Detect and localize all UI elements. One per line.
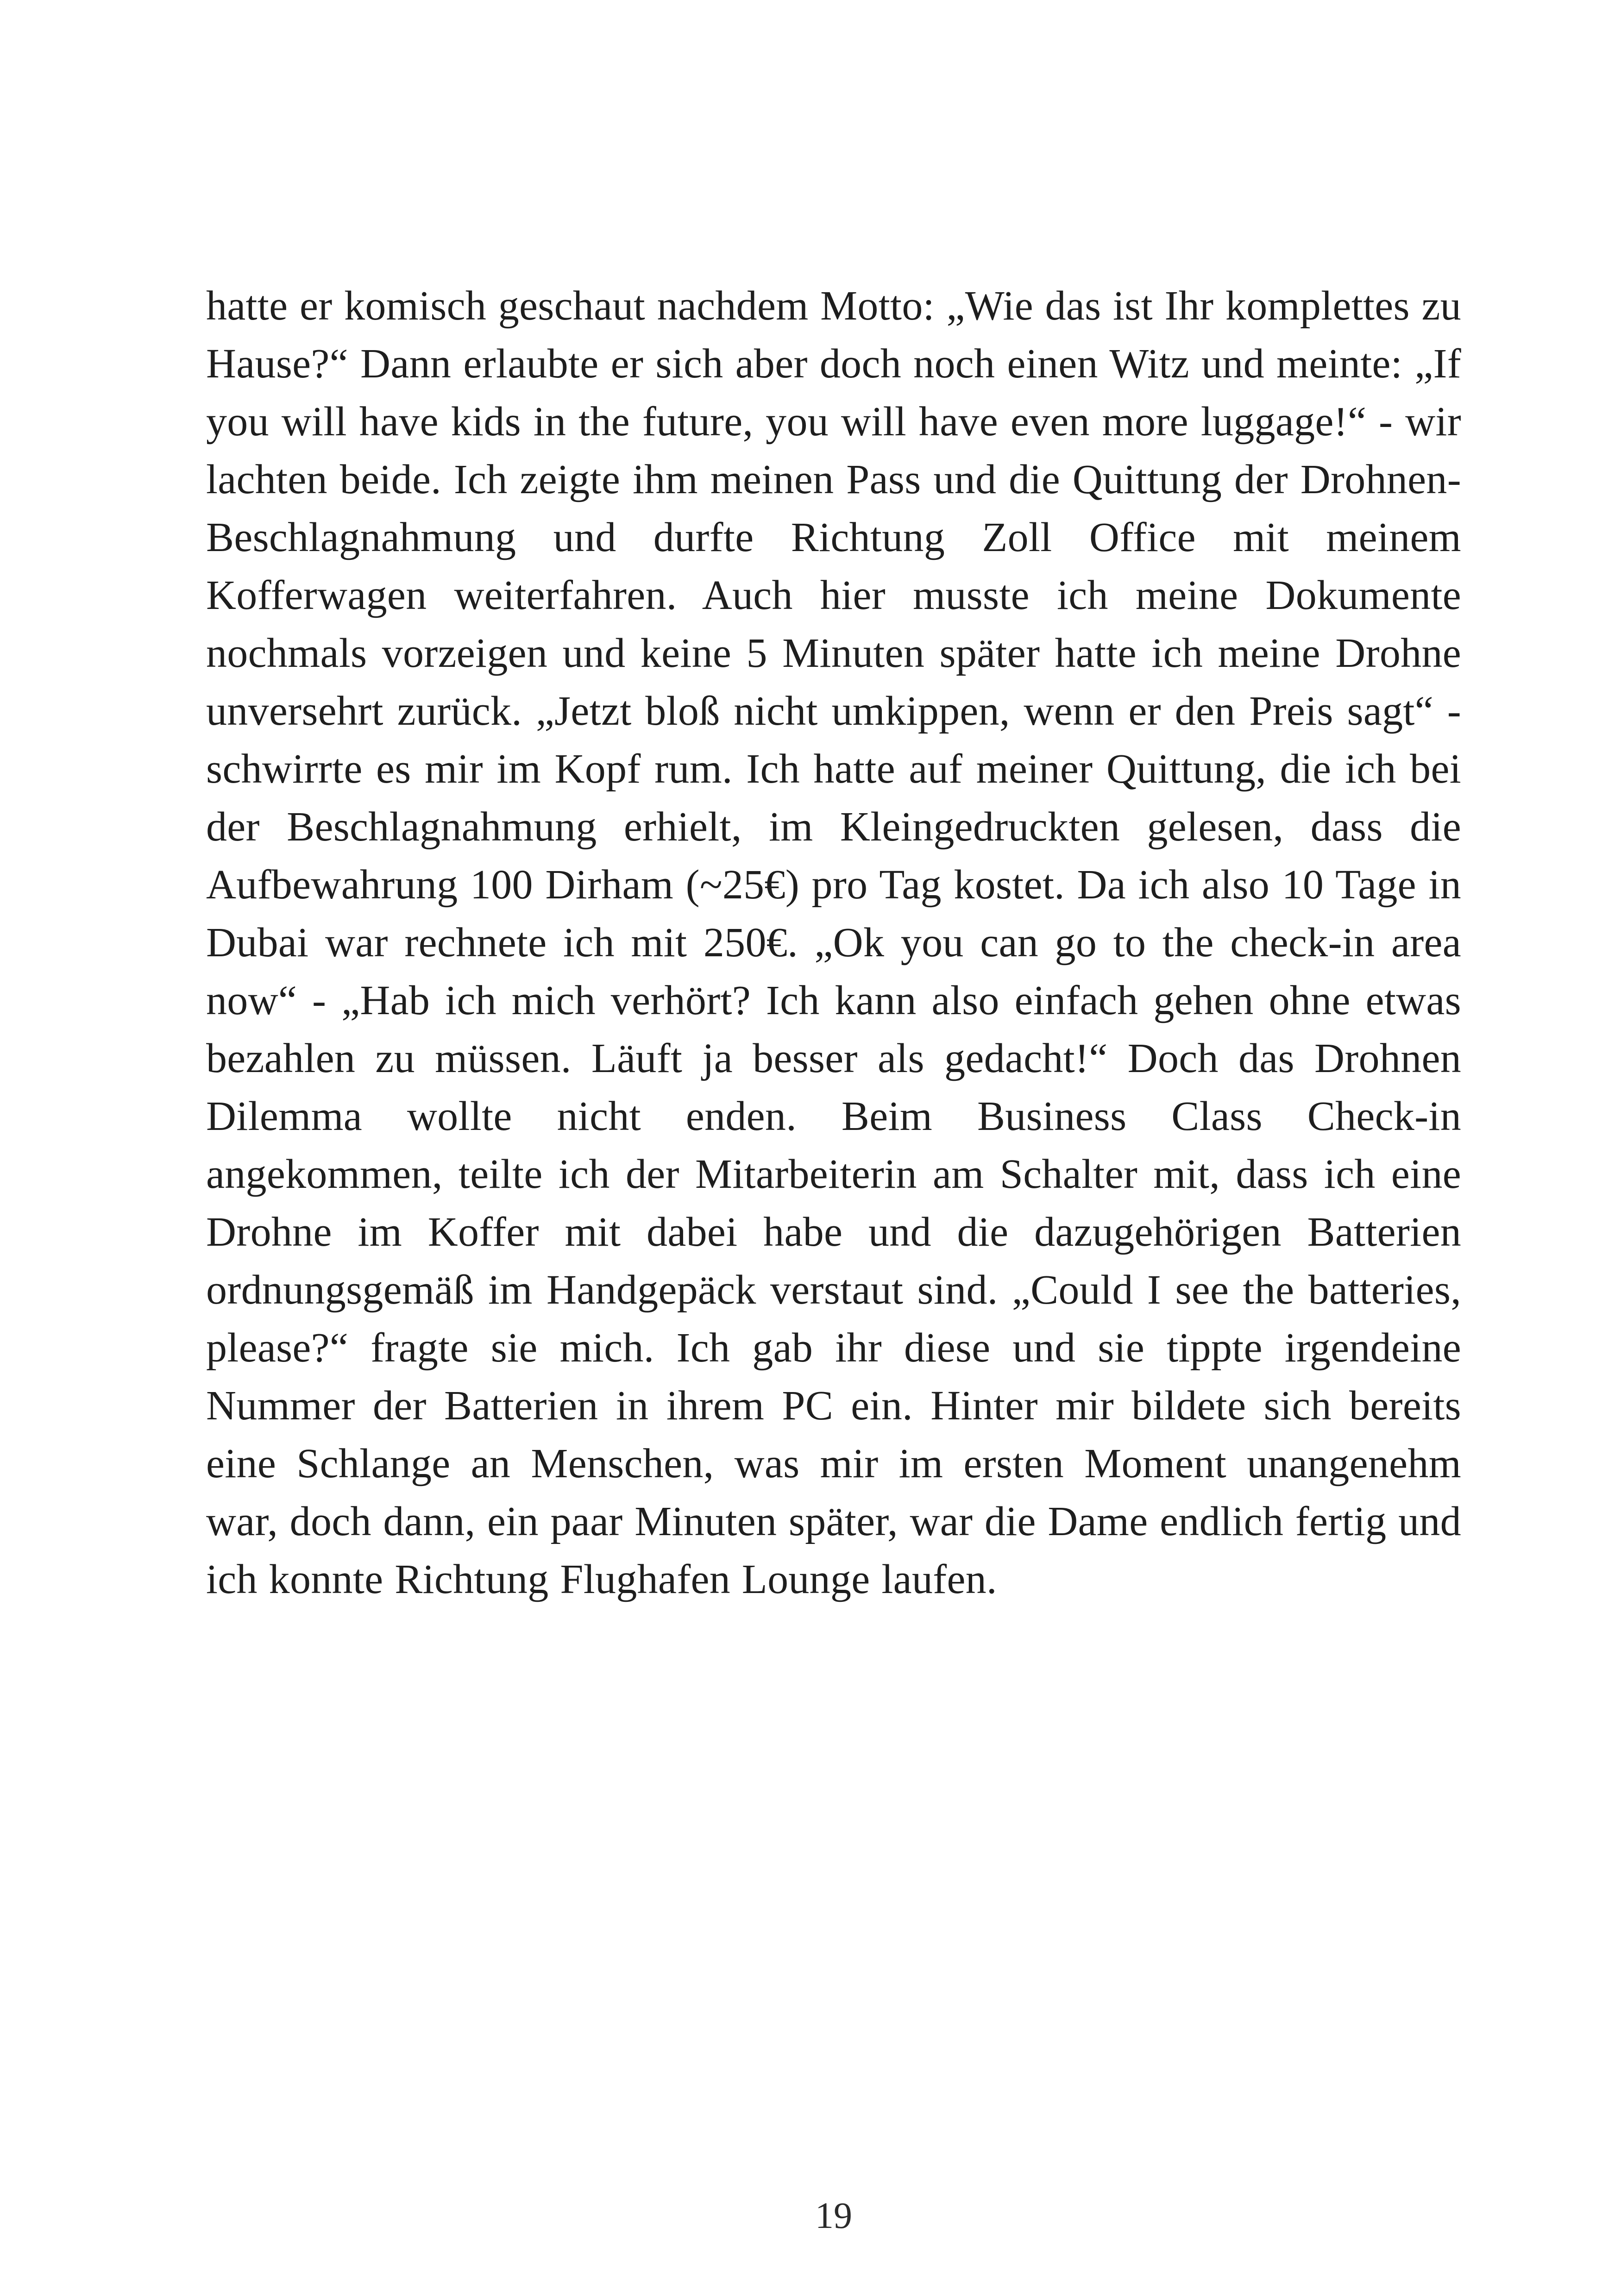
body-text-paragraph: hatte er komisch geschaut nachdem Motto: „Wie das ist Ihr komplettes zu Hause?“ Dann erlaubte er sich aber doch noch einen Witz und meinte: „If you will have kids in the future, you will have even more luggage!“ - wir lachten beide. Ich zeigte ihm meinen Pass und die Quittung der Drohnen-Beschlagnahmung und durfte Richtung Zoll Office mit meinem Kofferwagen weiterfahren. Auch hier musste ich meine Dokumente nochmals vorzeigen und keine 5 Minuten später hatte ich meine Drohne unversehrt zurück. „Jetzt bloß nicht umkippen, wenn er den Preis sagt“ - schwirrte es mir im Kopf rum. Ich hatte auf meiner Quittung, die ich bei der Beschlagnahmung erhielt, im Kleingedruckten gelesen, dass die Aufbewahrung 100 Dirham (~25€) pro Tag kostet. Da ich also 10 Tage in Dubai war rechnete ich mit 250€. „Ok you can go to the check-in area now“ - „Hab ich mich verhört? Ich kann also einfach gehen ohne etwas bezahlen zu müssen. Läuft ja besser als gedacht!“ Doch das Drohnen Dilemma wollte nicht enden. Beim Business Class Check-in angekommen, teilte ich der Mitarbeiterin am Schalter mit, dass ich eine Drohne im Koffer mit dabei habe und die dazugehörigen Batterien ordnungsgemäß im Handgepäck verstaut sind. „Could I see the batteries, please?“ fragte sie mich. Ich gab ihr diese und sie tippte irgendeine Nummer der Batterien in ihrem PC ein. Hinter mir bildete sich bereits eine Schlange an Menschen, was mir im ersten Moment unangenehm war, doch dann, ein paar Minuten später, war die Dame endlich fertig und ich konnte Richtung Flughafen Lounge laufen.	[206, 283, 1461, 1602]
page-number: 19	[815, 2196, 852, 2236]
